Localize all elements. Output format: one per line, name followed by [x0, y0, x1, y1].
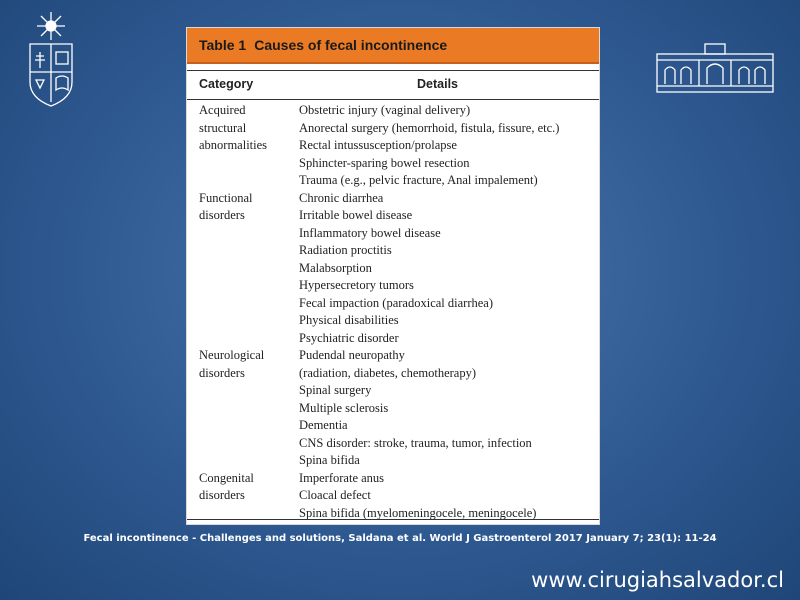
detail-item: Irritable bowel disease	[299, 208, 413, 222]
detail-item: Radiation proctitis	[299, 243, 392, 257]
detail-item: Multiple sclerosis	[299, 400, 389, 415]
table-group	[187, 470, 599, 523]
hospital-building-icon	[655, 40, 775, 94]
detail-item: Spina bifida (myelomeningocele, meningocele)	[299, 505, 537, 520]
detail-item: Spinal surgery	[299, 383, 372, 397]
category-cell: Functional disorders	[199, 190, 253, 222]
citation-text: Fecal incontinence - Challenges and solutions, Saldana et al. World J Gastroenterol 2017 January 7; 23(1): 11-24	[83, 533, 717, 544]
detail-item: Spina bifida	[299, 453, 360, 467]
table-body	[187, 102, 599, 522]
detail-item: (radiation, diabetes, chemotherapy)	[299, 365, 477, 380]
detail-item: Anorectal surgery (hemorrhoid, fistula, fissure, etc.)	[299, 120, 560, 135]
table-title-bar	[187, 28, 599, 64]
table-title: Causes of fecal incontinence	[254, 37, 448, 53]
detail-item: Inflammatory bowel disease	[299, 225, 441, 240]
category-cell: Congenital disorders	[199, 470, 254, 502]
detail-item: CNS disorder: stroke, trauma, tumor, infection	[299, 435, 532, 450]
category-cell: Neurological disorders	[199, 348, 265, 380]
detail-item: Physical disabilities	[299, 313, 399, 327]
table-group	[187, 102, 599, 190]
header-category: Category	[199, 77, 254, 91]
website-url: www.cirugiahsalvador.cl	[531, 568, 784, 592]
detail-item: Psychiatric disorder	[299, 330, 399, 345]
detail-item: Trauma (e.g., pelvic fracture, Anal impalement)	[299, 173, 538, 187]
detail-item: Imperforate anus	[299, 470, 385, 485]
table-header	[187, 70, 599, 100]
table-bottom-rule	[187, 519, 599, 520]
detail-item: Fecal impaction (paradoxical diarrhea)	[299, 295, 494, 310]
header-details: Details	[417, 77, 458, 91]
detail-item: Malabsorption	[299, 260, 372, 275]
table-number: Table 1	[199, 37, 247, 53]
detail-item: Cloacal defect	[299, 488, 371, 502]
detail-item: Sphincter-sparing bowel resection	[299, 155, 470, 170]
table-group	[187, 347, 599, 470]
university-coat-of-arms-icon	[24, 10, 78, 108]
detail-item: Obstetric injury (vaginal delivery)	[299, 103, 471, 117]
causes-table	[186, 27, 600, 525]
detail-item: Pudendal neuropathy	[299, 348, 405, 362]
detail-item: Chronic diarrhea	[299, 190, 384, 205]
table-group	[187, 190, 599, 348]
detail-item: Dementia	[299, 418, 348, 432]
detail-item: Rectal intussusception/prolapse	[299, 138, 457, 152]
detail-item: Hypersecretory tumors	[299, 278, 414, 292]
category-cell: Acquired structural abnormalities	[199, 103, 268, 152]
